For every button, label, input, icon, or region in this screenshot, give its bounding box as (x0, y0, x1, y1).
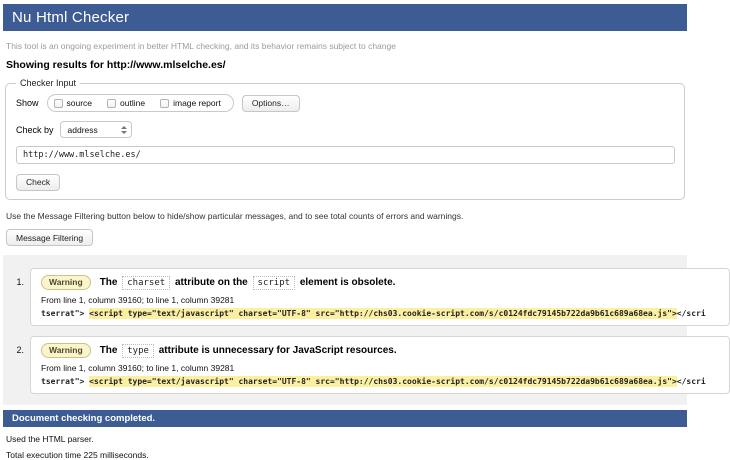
results-panel (3, 255, 706, 405)
experiment-disclaimer: This tool is an ongoing experiment in better HTML checking, and its behavior remains subject to change (6, 41, 396, 51)
message-code-word: charset (122, 276, 170, 290)
code-context: tserrat"> (41, 377, 90, 386)
warning-item-1 (3, 268, 706, 326)
show-label: Show (16, 98, 39, 108)
image-report-checkbox-label: image report (173, 98, 221, 108)
status-bar: Document checking completed. (3, 410, 687, 427)
app-header (3, 4, 687, 31)
show-image-report-option[interactable] (160, 98, 221, 108)
warning-message (41, 343, 719, 358)
page-title: Nu Html Checker (12, 9, 130, 26)
check-by-label: Check by (16, 124, 54, 135)
image-report-checkbox[interactable] (160, 99, 169, 108)
message-filtering-button[interactable]: Message Filtering (6, 229, 93, 246)
warning-badge: Warning (41, 343, 91, 358)
warning-message-box (30, 268, 730, 326)
message-code-word: script (253, 276, 296, 290)
source-checkbox[interactable] (54, 99, 63, 108)
source-extract (41, 309, 719, 318)
check-button-row (16, 172, 676, 191)
highlighted-code: <script type="text/javascript" charset="UTF-8" src="http://chs03.cookie-script.com/s/c0124fdc79145b722da9b61c689a68ea.js"> (89, 309, 677, 318)
show-source-option[interactable] (54, 98, 93, 108)
message-text: The (99, 277, 121, 288)
results-heading: Showing results for http://www.mlselche.es/ (6, 59, 226, 71)
outline-checkbox[interactable] (107, 99, 116, 108)
outline-checkbox-label: outline (120, 98, 146, 108)
item-number: 1. (16, 277, 24, 287)
warning-badge: Warning (41, 275, 91, 290)
check-by-row (16, 121, 676, 138)
source-location: From line 1, column 39160; to line 1, column 39281 (41, 295, 235, 305)
address-input[interactable] (16, 146, 675, 164)
code-context: </scri (676, 309, 706, 318)
show-row (16, 94, 676, 112)
message-text: The (99, 345, 121, 356)
message-text: element is obsolete. (297, 277, 396, 288)
warning-message (41, 275, 719, 290)
source-extract (41, 377, 719, 386)
warning-message-box (30, 336, 730, 394)
options-button[interactable]: Options… (242, 95, 300, 112)
source-checkbox-label: source (66, 98, 93, 108)
message-code-word: type (122, 344, 154, 358)
message-text: attribute on the (172, 277, 251, 288)
code-context: </scri (676, 377, 706, 386)
message-filtering-row (6, 228, 690, 247)
message-filtering-note: Use the Message Filtering button below to hide/show particular messages, and to see total counts of errors and warnings. (6, 210, 464, 221)
check-by-select[interactable] (60, 121, 132, 138)
message-text: attribute is unnecessary for JavaScript resources. (155, 345, 397, 356)
checker-input-fieldset (5, 78, 685, 200)
checker-input-legend: Checker Input (20, 78, 77, 88)
code-context: tserrat"> (41, 309, 90, 318)
execution-time: Total execution time 225 milliseconds. (6, 450, 149, 460)
show-checkbox-group (47, 94, 234, 112)
highlighted-code: <script type="text/javascript" charset="UTF-8" src="http://chs03.cookie-script.com/s/c0124fdc79145b722da9b61c689a68ea.js"> (89, 377, 677, 386)
warning-item-2 (3, 336, 706, 394)
show-outline-option[interactable] (107, 98, 145, 108)
select-stepper-icon (121, 126, 127, 134)
source-location: From line 1, column 39160; to line 1, column 39281 (41, 363, 235, 373)
check-by-selected-value: address (67, 124, 98, 135)
parser-note: Used the HTML parser. (6, 434, 94, 444)
item-number: 2. (16, 345, 24, 355)
check-button[interactable]: Check (16, 174, 60, 191)
